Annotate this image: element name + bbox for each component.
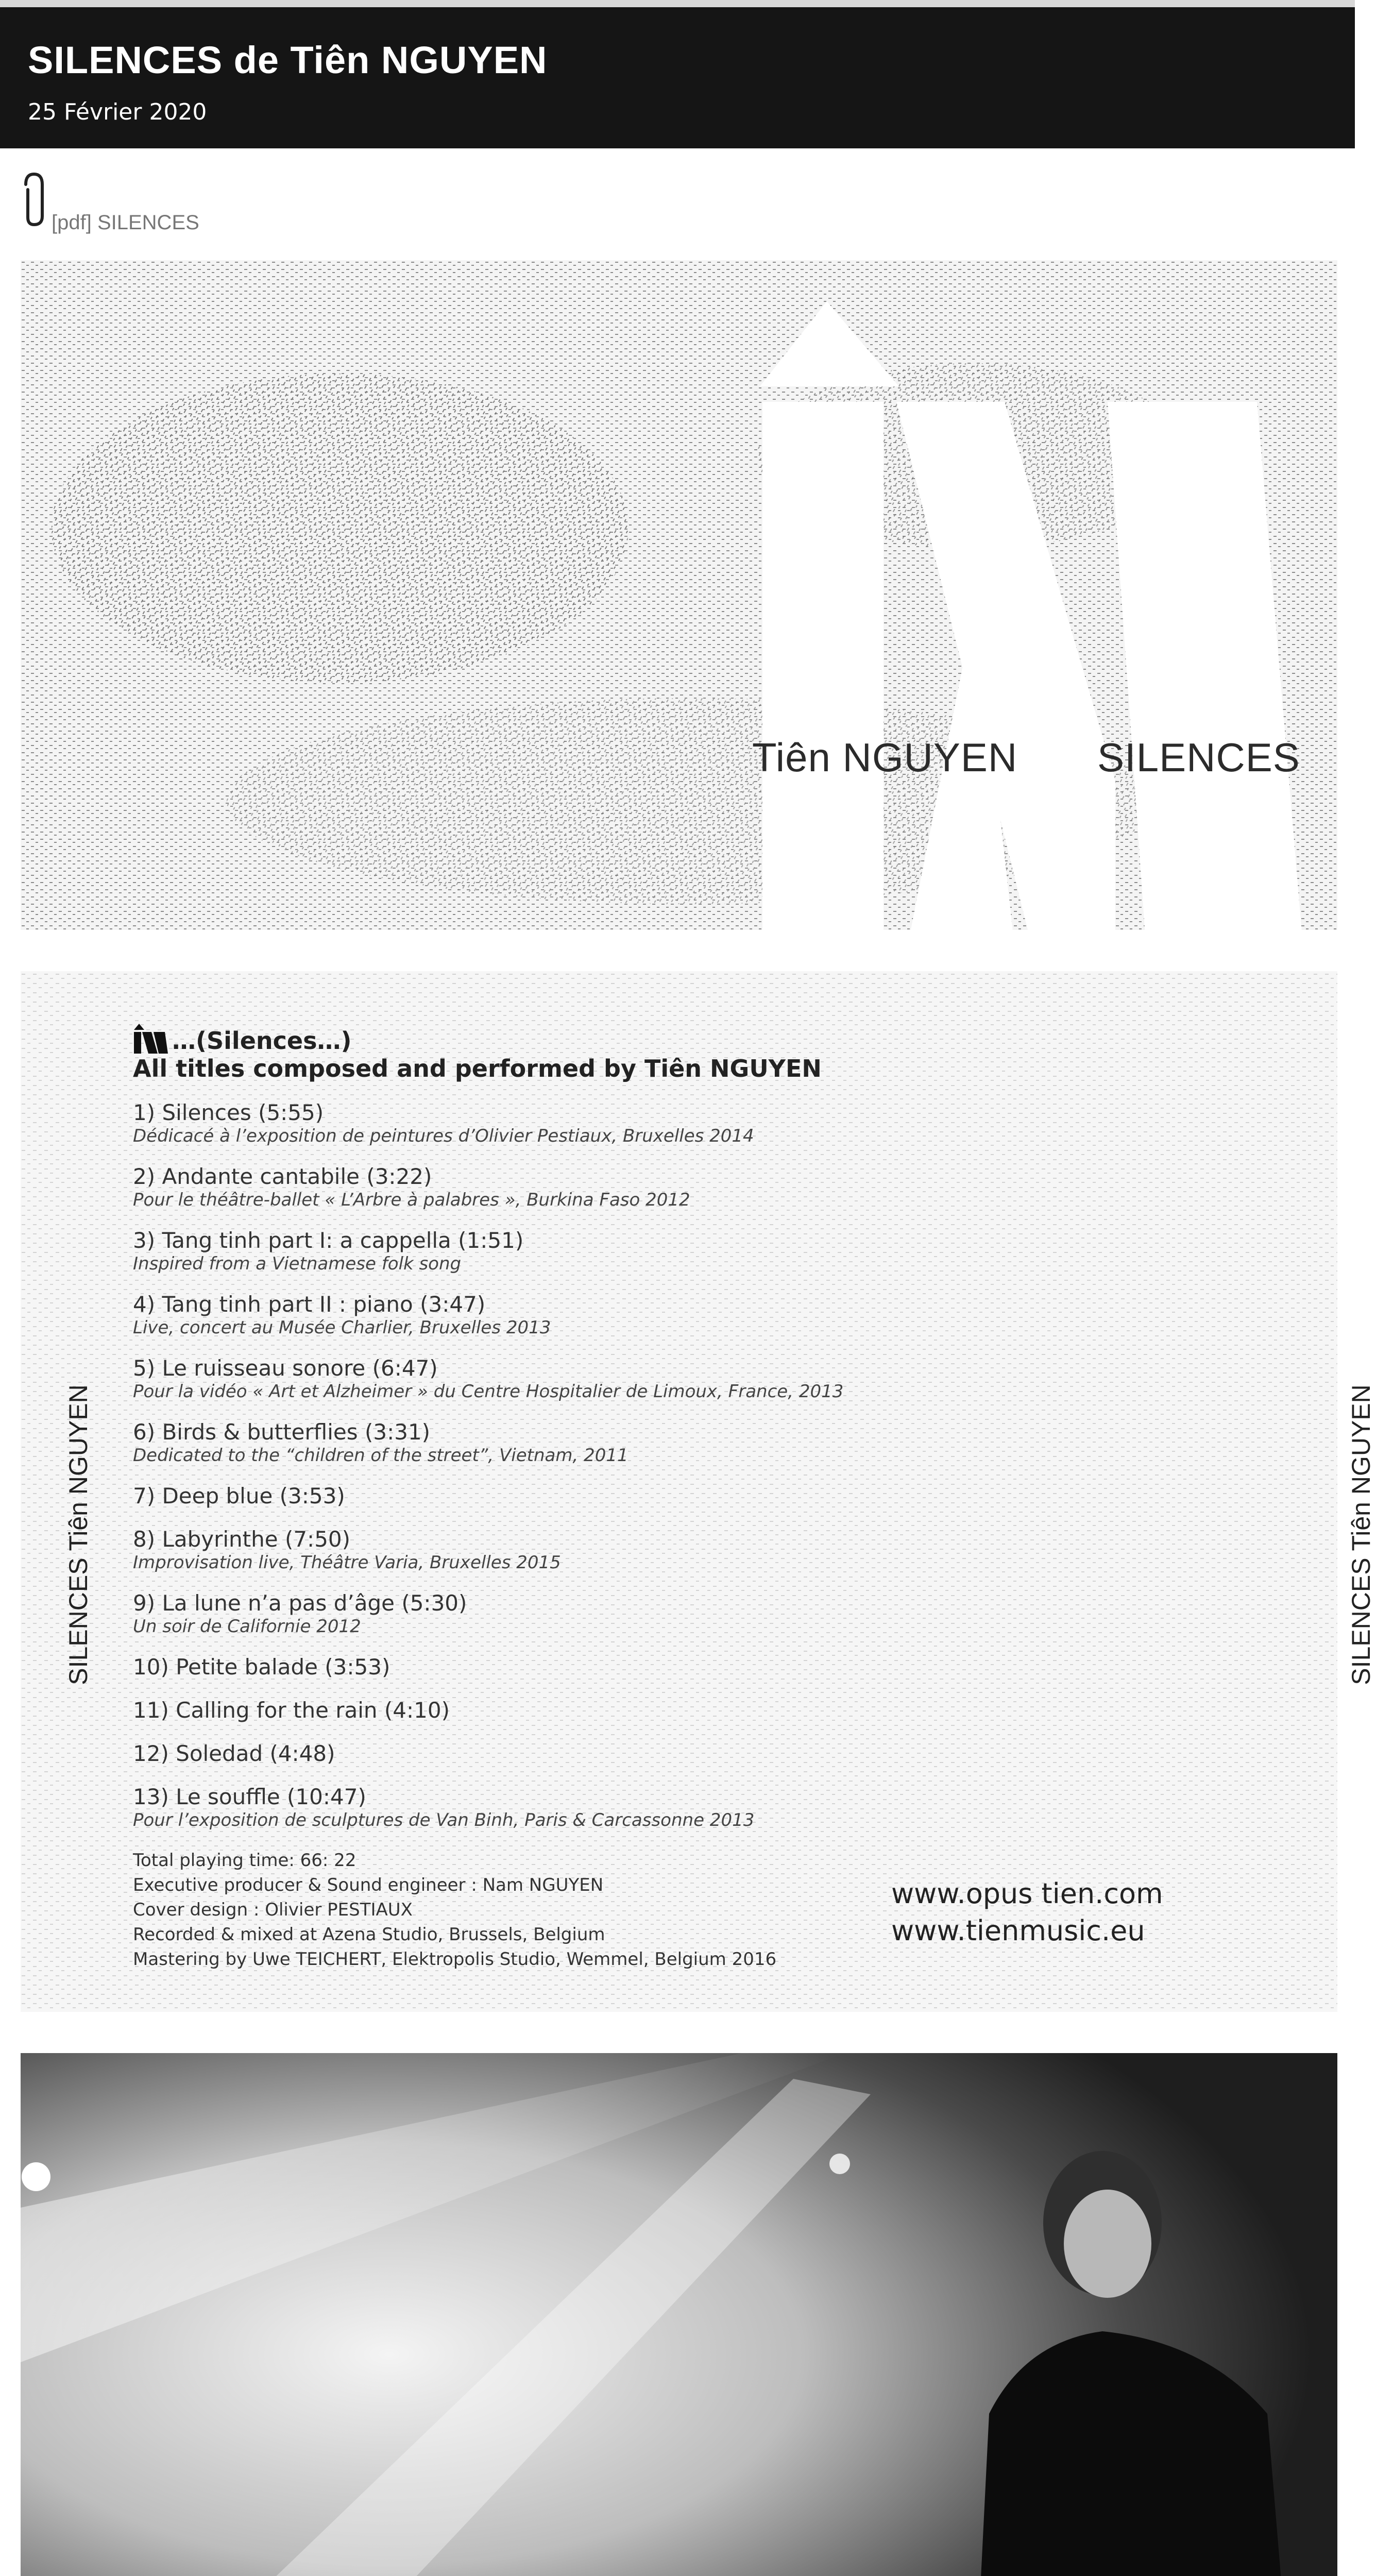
artist-photo-image bbox=[21, 2053, 1337, 2576]
track-item: 5) Le ruisseau sonore (6:47) Pour la vidéo « Art et Alzheimer » du Centre Hospitalier de Limoux, France, 2013 bbox=[133, 1355, 844, 1402]
credits-block bbox=[133, 1848, 1009, 1972]
track-item: 2) Andante cantabile (3:22) Pour le théâtre-ballet « L’Arbre à palabres », Burkina Faso 2012 bbox=[133, 1164, 690, 1210]
post-title: SILENCES de Tiên NGUYEN bbox=[28, 39, 548, 81]
credit-line: Cover design : Olivier PESTIAUX bbox=[133, 1900, 413, 1920]
spine-left bbox=[63, 1384, 93, 1685]
track-item: 8) Labyrinthe (7:50) Improvisation live, Théâtre Varia, Bruxelles 2015 bbox=[133, 1527, 561, 1573]
artist-photo bbox=[21, 2053, 1337, 2576]
track-item: 6) Birds & butterflies (3:31) Dedicated to the “children of the street”, Vietnam, 2011 bbox=[133, 1419, 628, 1466]
spine-right-text: SILENCES Tiên NGUYEN bbox=[1346, 1384, 1375, 1685]
track-item: 9) La lune n’a pas d’âge (5:30) Un soir de Californie 2012 bbox=[133, 1590, 467, 1637]
front-cover-art bbox=[21, 260, 1337, 930]
credit-line: Recorded & mixed at Azena Studio, Brussels, Belgium bbox=[133, 1924, 605, 1945]
track-item: 1) Silences (5:55) Dédicacé à l’exposition de peintures d’Olivier Pestiaux, Bruxelles 2014 bbox=[133, 1100, 754, 1146]
url-tienmusic: www.tienmusic.eu bbox=[891, 1914, 1145, 1947]
credit-line: Mastering by Uwe TEICHERT, Elektropolis Studio, Wemmel, Belgium 2016 bbox=[133, 1949, 777, 1970]
spine-right bbox=[1346, 1384, 1376, 1685]
track-item: 7) Deep blue (3:53) bbox=[133, 1483, 345, 1509]
track-item: 10) Petite balade (3:53) bbox=[133, 1654, 390, 1680]
spine-left-text: SILENCES Tiên NGUYEN bbox=[63, 1384, 93, 1685]
track-item: 13) Le souffle (10:47) Pour l’exposition de sculptures de Van Binh, Paris & Carcassonne 2013 bbox=[133, 1784, 755, 1831]
cover-artist: Tiên NGUYEN bbox=[752, 735, 1018, 780]
track-item: 12) Soledad (4:48) bbox=[133, 1741, 335, 1766]
track-item: 11) Calling for the rain (4:10) bbox=[133, 1698, 450, 1723]
paperclip-icon[interactable] bbox=[19, 169, 49, 231]
back-cover-text bbox=[133, 1023, 1009, 1972]
url-block bbox=[891, 1875, 1163, 1950]
im-mini-logo bbox=[133, 1023, 169, 1055]
back-heading: …(Silences…) bbox=[172, 1027, 352, 1055]
album-front-cover bbox=[21, 260, 1337, 930]
track-item: 3) Tang tinh part I: a cappella (1:51) Inspired from a Vietnamese folk song bbox=[133, 1228, 524, 1274]
track-item: 4) Tang tinh part II : piano (3:47) Live, concert au Musée Charlier, Bruxelles 2013 bbox=[133, 1292, 551, 1338]
url-opus-tien: www.opus tien.com bbox=[891, 1877, 1163, 1910]
back-subheading: All titles composed and performed by Tiên NGUYEN bbox=[133, 1055, 822, 1082]
credit-line: Executive producer & Sound engineer : Nam NGUYEN bbox=[133, 1875, 604, 1895]
credit-line: Total playing time: 66: 22 bbox=[133, 1850, 356, 1871]
post-header bbox=[0, 0, 1355, 148]
post-date: 25 Février 2020 bbox=[28, 99, 207, 125]
pdf-attachment-link[interactable]: [pdf] SILENCES bbox=[52, 211, 199, 234]
cover-album: SILENCES bbox=[1097, 735, 1300, 780]
